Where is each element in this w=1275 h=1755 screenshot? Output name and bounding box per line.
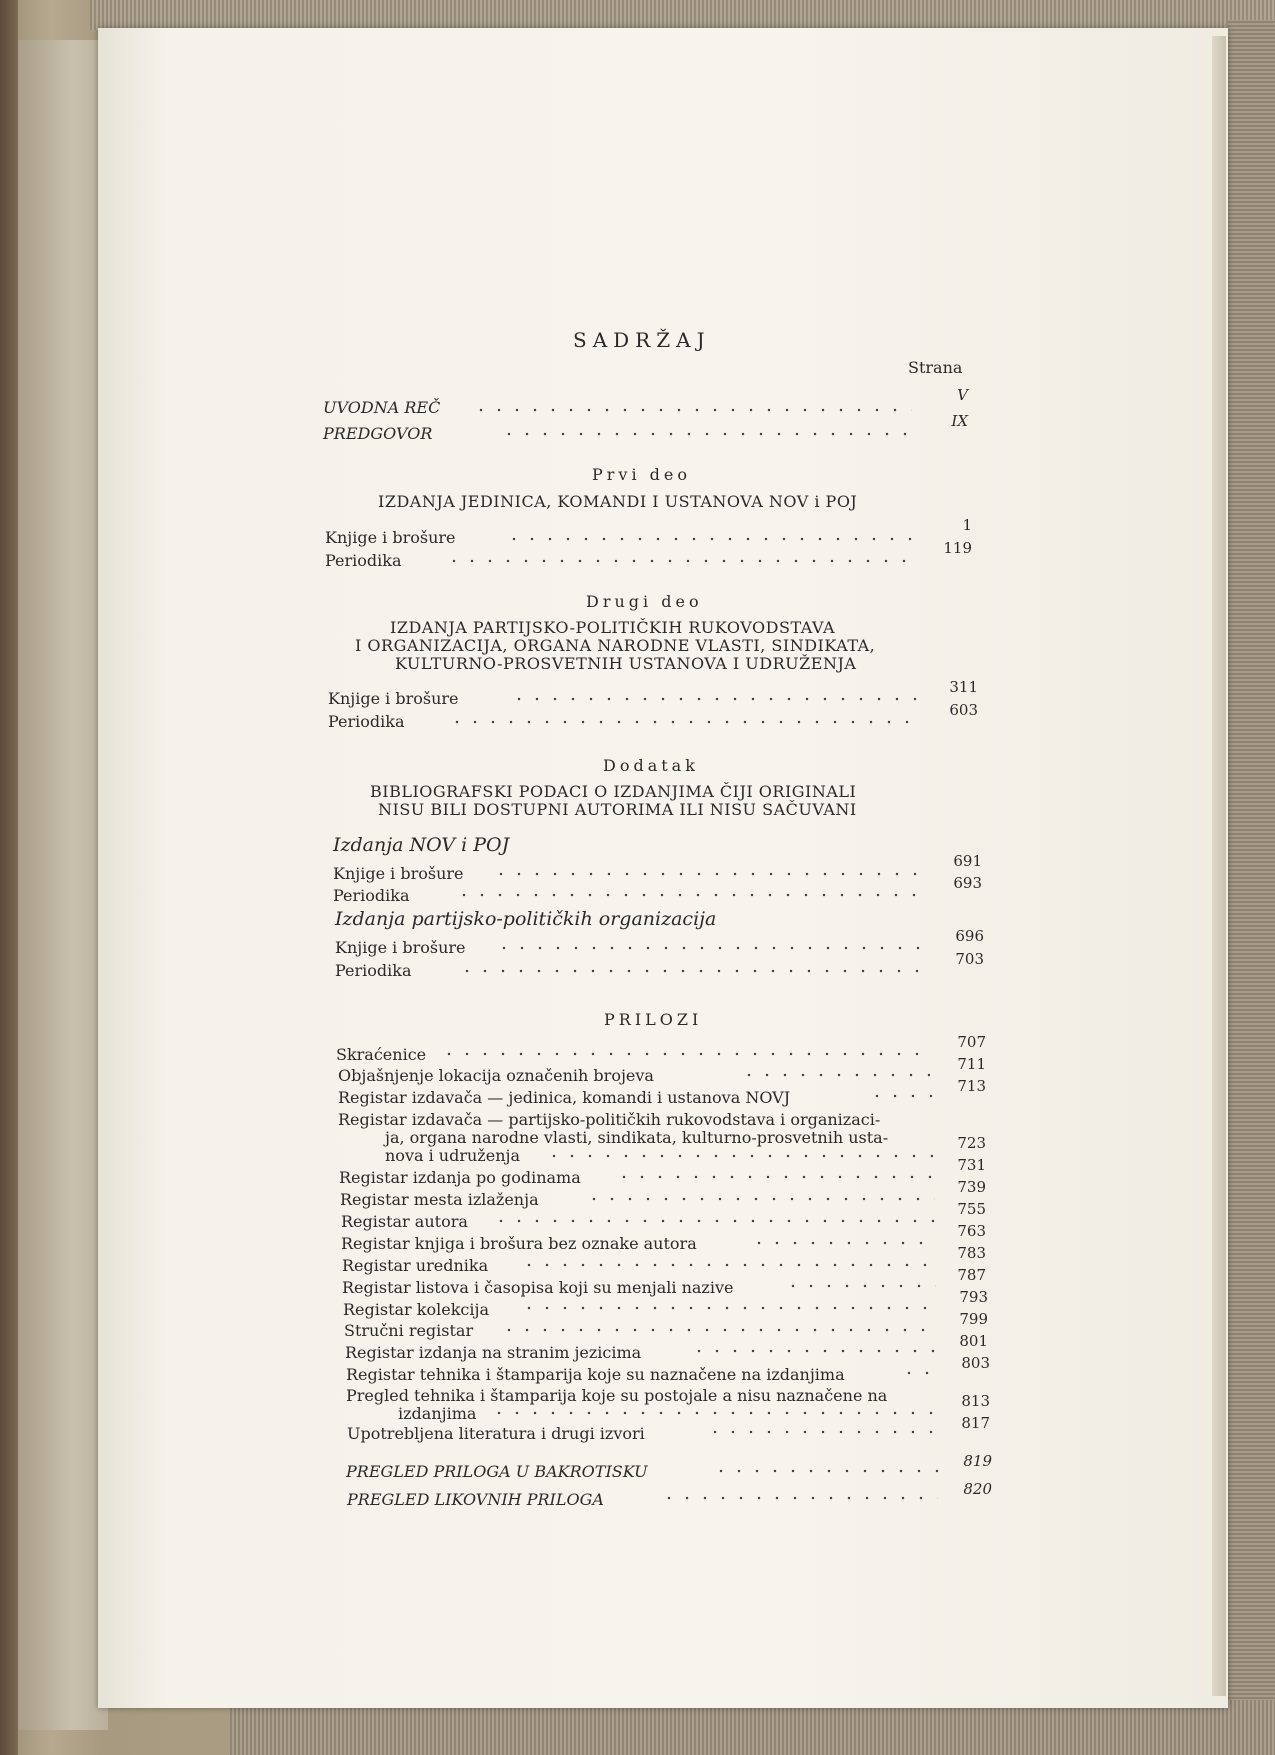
toc-page-number: 755 bbox=[957, 1200, 986, 1218]
toc-page-number: 693 bbox=[953, 874, 982, 892]
leader-dots bbox=[520, 1263, 936, 1267]
toc-entry[interactable]: Knjige i brošure bbox=[335, 938, 466, 957]
leader-dots bbox=[706, 1430, 940, 1434]
appendix-group-heading: Izdanja NOV i POJ bbox=[333, 834, 510, 856]
toc-page-number: 707 bbox=[957, 1033, 986, 1051]
leader-dots bbox=[492, 1219, 935, 1223]
leader-dots bbox=[868, 1094, 932, 1098]
toc-entry[interactable]: Knjige i brošure bbox=[325, 528, 456, 547]
toc-entry[interactable]: Registar mesta izlaženja bbox=[340, 1190, 539, 1209]
toc-page-number: 696 bbox=[955, 927, 984, 945]
toc-entry[interactable]: Registar urednika bbox=[342, 1256, 489, 1275]
leader-dots bbox=[472, 408, 912, 412]
toc-entry[interactable]: Periodika bbox=[328, 712, 405, 731]
toc-entry[interactable]: Knjige i brošure bbox=[333, 864, 464, 883]
toc-entry[interactable]: Periodika bbox=[335, 961, 412, 980]
toc-entry-line[interactable]: izdanjima bbox=[398, 1404, 477, 1423]
part-title-line: BIBLIOGRAFSKI PODACI O IZDANJIMA ČIJI ORIGINALI bbox=[370, 782, 857, 801]
toc-page-number: 311 bbox=[949, 678, 978, 696]
leader-dots bbox=[545, 1154, 933, 1158]
leader-dots bbox=[510, 697, 920, 701]
toc-page-number: 723 bbox=[957, 1134, 986, 1152]
toc-page-number: 801 bbox=[959, 1332, 988, 1350]
toc-entry-pregled-priloga[interactable]: PREGLED PRILOGA U BAKROTISKU bbox=[346, 1462, 648, 1481]
part-title-line: NISU BILI DOSTUPNI AUTORIMA ILI NISU SAČUVANI bbox=[378, 800, 857, 819]
part-title-line: KULTURNO-PROSVETNIH USTANOVA I UDRUŽENJA bbox=[395, 654, 857, 673]
leader-dots bbox=[740, 1073, 930, 1077]
toc-entry[interactable]: Stručni registar bbox=[344, 1321, 474, 1340]
leader-dots bbox=[615, 1175, 935, 1179]
toc-entry[interactable]: Registar izdanja po godinama bbox=[339, 1168, 581, 1187]
leader-dots bbox=[585, 1197, 935, 1201]
toc-entry-uvodna-rec[interactable]: UVODNA REČ bbox=[323, 398, 441, 417]
toc-page-number: 711 bbox=[957, 1055, 986, 1073]
leader-dots bbox=[500, 432, 910, 436]
toc-page-number: 763 bbox=[957, 1222, 986, 1240]
toc-page-number: 713 bbox=[957, 1077, 986, 1095]
toc-entry[interactable]: Periodika bbox=[333, 886, 410, 905]
toc-entry[interactable]: Registar knjiga i brošura bez oznake autora bbox=[341, 1234, 697, 1253]
toc-page-number: 787 bbox=[957, 1266, 986, 1284]
toc-page-number: 691 bbox=[953, 852, 982, 870]
toc-page-number: V bbox=[957, 386, 968, 404]
toc-entry[interactable]: Registar izdavača — jedinica, komandi i ustanova NOVJ bbox=[338, 1088, 791, 1107]
part-label: Prvi deo bbox=[592, 465, 691, 484]
toc-page-number: 793 bbox=[959, 1288, 988, 1306]
toc-entry-line[interactable]: ja, organa narodne vlasti, sindikata, kulturno-prosvetnih usta- bbox=[385, 1128, 889, 1147]
toc-entry[interactable]: Registar tehnika i štamparija koje su naznačene na izdanjima bbox=[346, 1365, 845, 1384]
part-label: Drugi deo bbox=[586, 592, 703, 611]
toc-entry-pregled-likovnih[interactable]: PREGLED LIKOVNIH PRILOGA bbox=[347, 1490, 604, 1509]
toc-page-number: 1 bbox=[962, 516, 972, 534]
toc-entry[interactable]: Objašnjenje lokacija označenih brojeva bbox=[338, 1066, 654, 1085]
toc-entry-predgovor[interactable]: PREDGOVOR bbox=[323, 424, 433, 443]
part-title: IZDANJA JEDINICA, KOMANDI I USTANOVA NOV i POJ bbox=[378, 492, 858, 511]
part-label: Dodatak bbox=[603, 756, 699, 775]
page-column-label: Strana bbox=[908, 358, 963, 377]
leader-dots bbox=[660, 1496, 938, 1500]
leader-dots bbox=[690, 1349, 938, 1353]
toc-entry[interactable]: Registar izdanja na stranim jezicima bbox=[345, 1343, 642, 1362]
toc-page-number: 819 bbox=[963, 1452, 992, 1470]
toc-entry[interactable]: Knjige i brošure bbox=[328, 689, 459, 708]
leader-dots bbox=[455, 893, 925, 897]
leader-dots bbox=[520, 1306, 938, 1310]
leader-dots bbox=[448, 720, 920, 724]
toc-page-number: 119 bbox=[943, 539, 972, 557]
leader-dots bbox=[492, 872, 924, 876]
toc-page-number: IX bbox=[951, 412, 968, 430]
leader-dots bbox=[505, 537, 915, 541]
leader-dots bbox=[712, 1469, 938, 1473]
toc-page-number: 813 bbox=[961, 1392, 990, 1410]
toc-entry-line[interactable]: Pregled tehnika i štamparija koje su postojale a nisu naznačene na bbox=[346, 1386, 888, 1405]
toc-entry[interactable]: Registar kolekcija bbox=[343, 1300, 489, 1319]
toc-page-number: 820 bbox=[963, 1480, 992, 1498]
toc-page-number: 731 bbox=[957, 1156, 986, 1174]
toc-page-number: 803 bbox=[961, 1354, 990, 1372]
toc-page-number: 799 bbox=[959, 1310, 988, 1328]
leader-dots bbox=[750, 1241, 936, 1245]
toc-page-number: 817 bbox=[961, 1414, 990, 1432]
toc-page-number: 783 bbox=[957, 1244, 986, 1262]
toc-entry-line[interactable]: nova i udruženja bbox=[385, 1146, 521, 1165]
leader-dots bbox=[500, 1328, 938, 1332]
leader-dots bbox=[440, 1052, 930, 1056]
part-title-line: IZDANJA PARTIJSKO-POLITIČKIH RUKOVODSTAVA bbox=[390, 618, 836, 637]
toc-entry[interactable]: Periodika bbox=[325, 551, 402, 570]
part-title-line: I ORGANIZACIJA, ORGANA NARODNE VLASTI, SINDIKATA, bbox=[355, 636, 876, 655]
leader-dots bbox=[490, 1411, 938, 1415]
toc-entry[interactable]: Skraćenice bbox=[336, 1045, 427, 1064]
toc-entry[interactable]: Registar autora bbox=[341, 1212, 468, 1231]
leader-dots bbox=[495, 946, 927, 950]
toc-entry[interactable]: Registar listova i časopisa koji su menjali nazive bbox=[342, 1278, 734, 1297]
toc-page-number: 603 bbox=[949, 701, 978, 719]
toc-page-number: 703 bbox=[955, 950, 984, 968]
section-label: PRILOZI bbox=[604, 1010, 703, 1029]
toc-entry[interactable]: Upotrebljena literatura i drugi izvori bbox=[347, 1424, 645, 1443]
leader-dots bbox=[784, 1284, 936, 1288]
toc-entry-line[interactable]: Registar izdavača — partijsko-političkih rukovodstava i organizaci- bbox=[338, 1110, 881, 1129]
appendix-group-heading: Izdanja partijsko-političkih organizacija bbox=[335, 908, 717, 930]
page-title: SADRŽAJ bbox=[573, 328, 711, 352]
leader-dots bbox=[458, 969, 928, 973]
toc-page-number: 739 bbox=[957, 1178, 986, 1196]
leader-dots bbox=[445, 559, 915, 563]
